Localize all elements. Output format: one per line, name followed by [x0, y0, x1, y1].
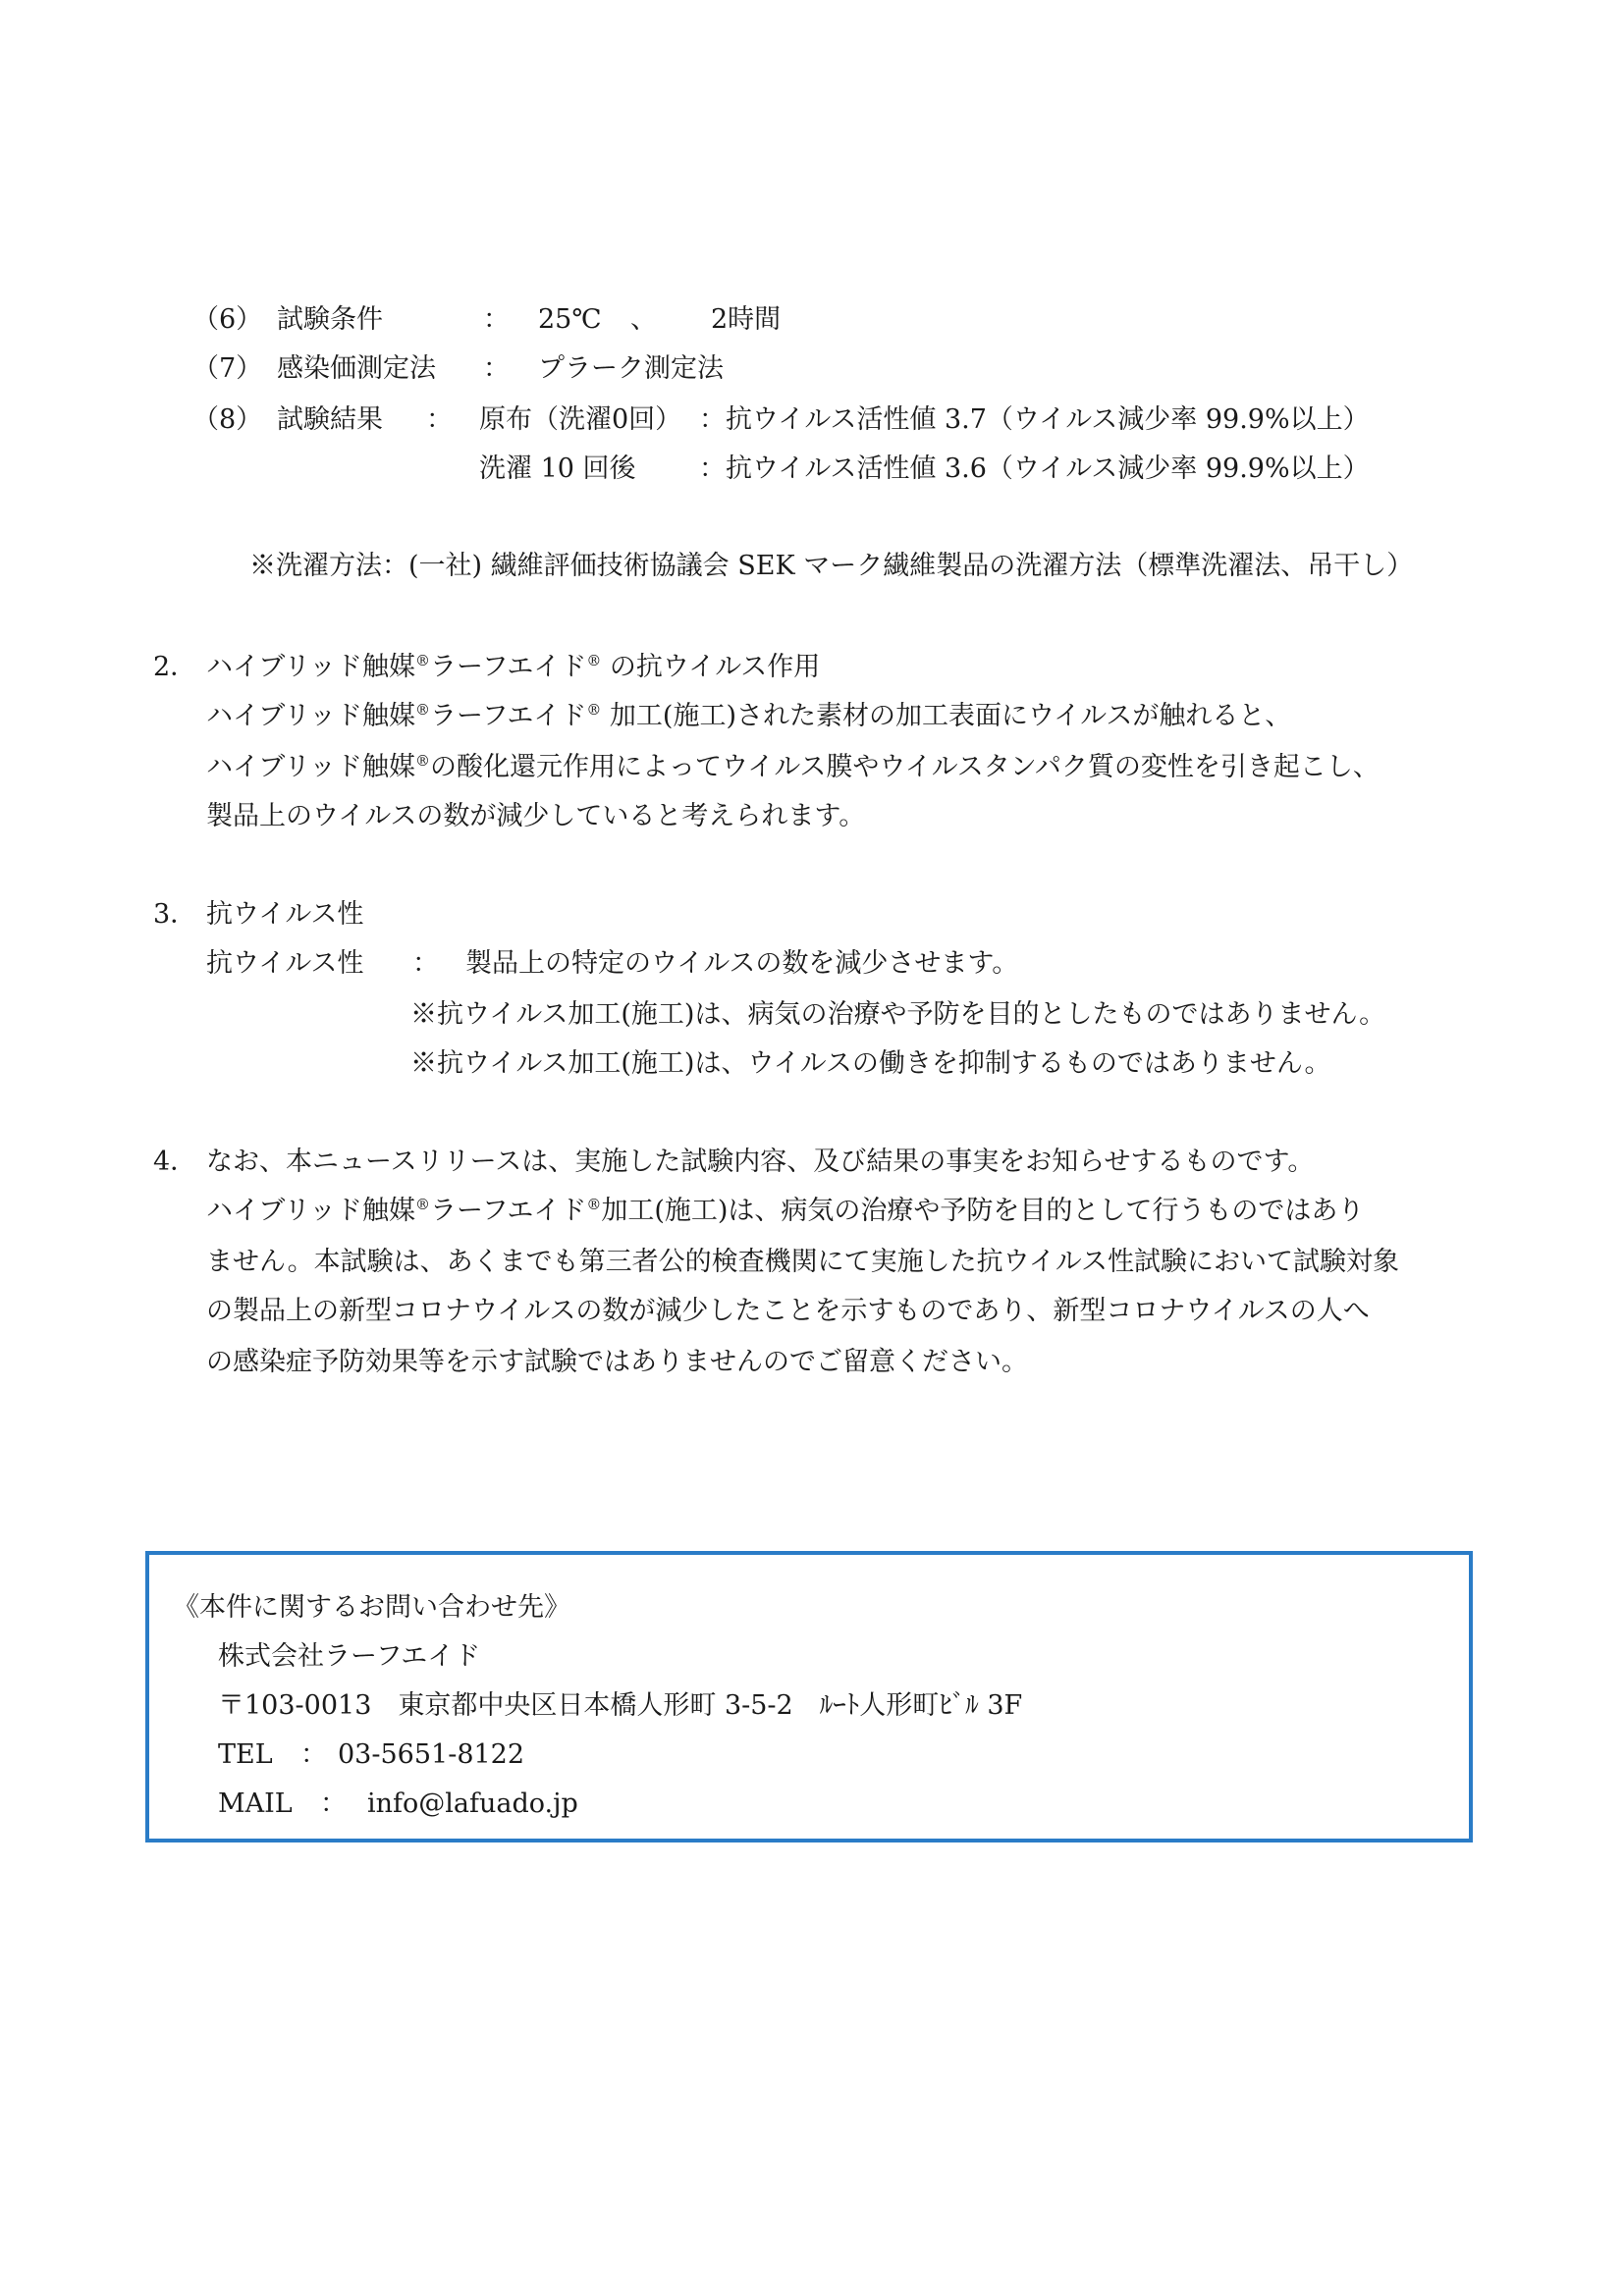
wash-method-note: ※洗濯方法：(一社) 繊維評価技術協議会 SEK マーク繊維製品の洗濯方法（標準洗濯法、吊干し）: [249, 551, 1414, 581]
mail-address[interactable]: info@lafuado.jp: [367, 1789, 578, 1819]
row-separator: ：: [483, 304, 510, 335]
paragraph-line: ません。本試験は、あくまでも第三者公的検査機関にて実施した抗ウイルス性試験において試験対象: [206, 1247, 1399, 1277]
paragraph-line: 製品上のウイルスの数が減少していると考えられます。: [206, 801, 866, 831]
section-title: ハイブリッド触媒®ラーフエイド® の抗ウイルス作用: [206, 652, 821, 682]
row-number: （8）: [192, 404, 263, 435]
measurement-method: プラーク測定法: [538, 353, 724, 384]
section-title: 抗ウイルス性: [206, 899, 364, 930]
tel-label: TEL: [218, 1739, 273, 1770]
registered-mark: ®: [415, 1196, 431, 1213]
paragraph-line: なお、本ニュースリリースは、実施した試験内容、及び結果の事実をお知らせするものです。: [206, 1147, 1315, 1177]
mail-separator: ：: [320, 1789, 347, 1819]
row-label: 試験条件: [277, 304, 383, 335]
registered-mark: ®: [415, 652, 431, 669]
row-number: （6）: [192, 304, 263, 335]
result-condition: 原布（洗濯0回）: [479, 404, 682, 435]
paragraph-line: ハイブリッド触媒®ラーフエイド® 加工(施工)された素材の加工表面にウイルスが触れると、: [206, 701, 1292, 731]
row-separator: ：: [426, 404, 453, 435]
row-separator: ：: [483, 353, 510, 384]
result-value: ：抗ウイルス活性値 3.7（ウイルス減少率 99.9%以上）: [699, 404, 1370, 435]
disclaimer-note: ※抗ウイルス加工(施工)は、病気の治療や予防を目的としたものではありません。: [410, 999, 1386, 1030]
section-number: 4．: [153, 1147, 197, 1177]
paragraph-line: ハイブリッド触媒®の酸化還元作用によってウイルス膜やウイルスタンパク質の変性を引き起こし、: [206, 752, 1380, 782]
registered-mark: ®: [415, 752, 431, 770]
registered-mark: ®: [586, 1196, 602, 1213]
paragraph-line: ハイブリッド触媒®ラーフエイド®加工(施工)は、病気の治療や予防を目的として行うものではあり: [206, 1196, 1365, 1226]
section-number: 2．: [153, 652, 197, 682]
contact-heading: 《本件に関するお問い合わせ先》: [173, 1592, 570, 1623]
result-condition: 洗濯 10 回後: [479, 454, 636, 484]
tel-separator: ：: [300, 1739, 327, 1770]
company-address: 〒103-0013 東京都中央区日本橋人形町 3-5-2 ﾙｰﾄ人形町ﾋﾞﾙ 3F: [218, 1690, 1023, 1721]
result-value: ：抗ウイルス活性値 3.6（ウイルス減少率 99.9%以上）: [699, 454, 1370, 484]
tel-number[interactable]: 03-5651-8122: [338, 1739, 525, 1770]
section-number: 3．: [153, 899, 197, 930]
row-label: 試験結果: [277, 404, 383, 435]
temperature-value: 25℃: [538, 304, 602, 335]
registered-mark: ®: [586, 652, 602, 669]
term-label: 抗ウイルス性: [206, 948, 364, 979]
term-definition: 製品上の特定のウイルスの数を減少させます。: [465, 948, 1019, 979]
term-separator: ：: [412, 948, 439, 979]
row-number: （7）: [192, 353, 263, 384]
registered-mark: ®: [586, 701, 602, 719]
time-value: 2時間: [711, 304, 782, 335]
paragraph-line: の製品上の新型コロナウイルスの数が減少したことを示すものであり、新型コロナウイルスの人へ: [206, 1296, 1370, 1326]
registered-mark: ®: [415, 701, 431, 719]
disclaimer-note: ※抗ウイルス加工(施工)は、ウイルスの働きを抑制するものではありません。: [410, 1048, 1331, 1079]
row-label: 感染価測定法: [277, 353, 436, 384]
paragraph-line: の感染症予防効果等を示す試験ではありませんのでご留意ください。: [206, 1347, 1028, 1377]
mail-label: MAIL: [218, 1789, 293, 1819]
value-separator: 、: [630, 304, 657, 335]
company-name: 株式会社ラーフエイド: [218, 1641, 481, 1672]
